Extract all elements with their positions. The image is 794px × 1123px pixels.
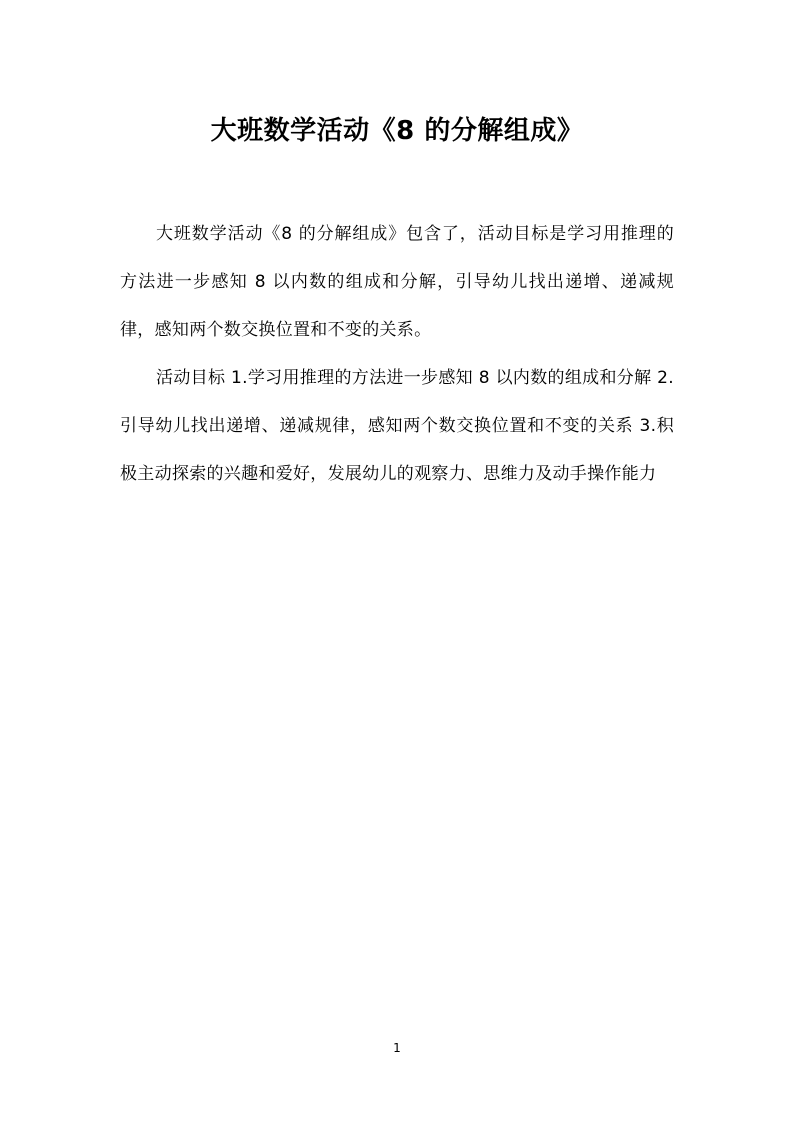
document-body: [120, 210, 674, 498]
intro-paragraph: 大班数学活动《8 的分解组成》包含了，活动目标是学习用推理的方法进一步感知 8 以内数的组成和分解，引导幼儿找出递增、递减规律，感知两个数交换位置和不变的关系。: [120, 224, 674, 340]
objectives-paragraph: 活动目标 1.学习用推理的方法进一步感知 8 以内数的组成和分解 2.引导幼儿找出递增、递减规律，感知两个数交换位置和不变的关系 3.积极主动探索的兴趣和爱好，发展幼儿的观察力、思维力及动手操作能力: [120, 368, 674, 484]
document-title: 大班数学活动《8 的分解组成》: [210, 116, 584, 147]
page-number: 1: [393, 1041, 401, 1055]
